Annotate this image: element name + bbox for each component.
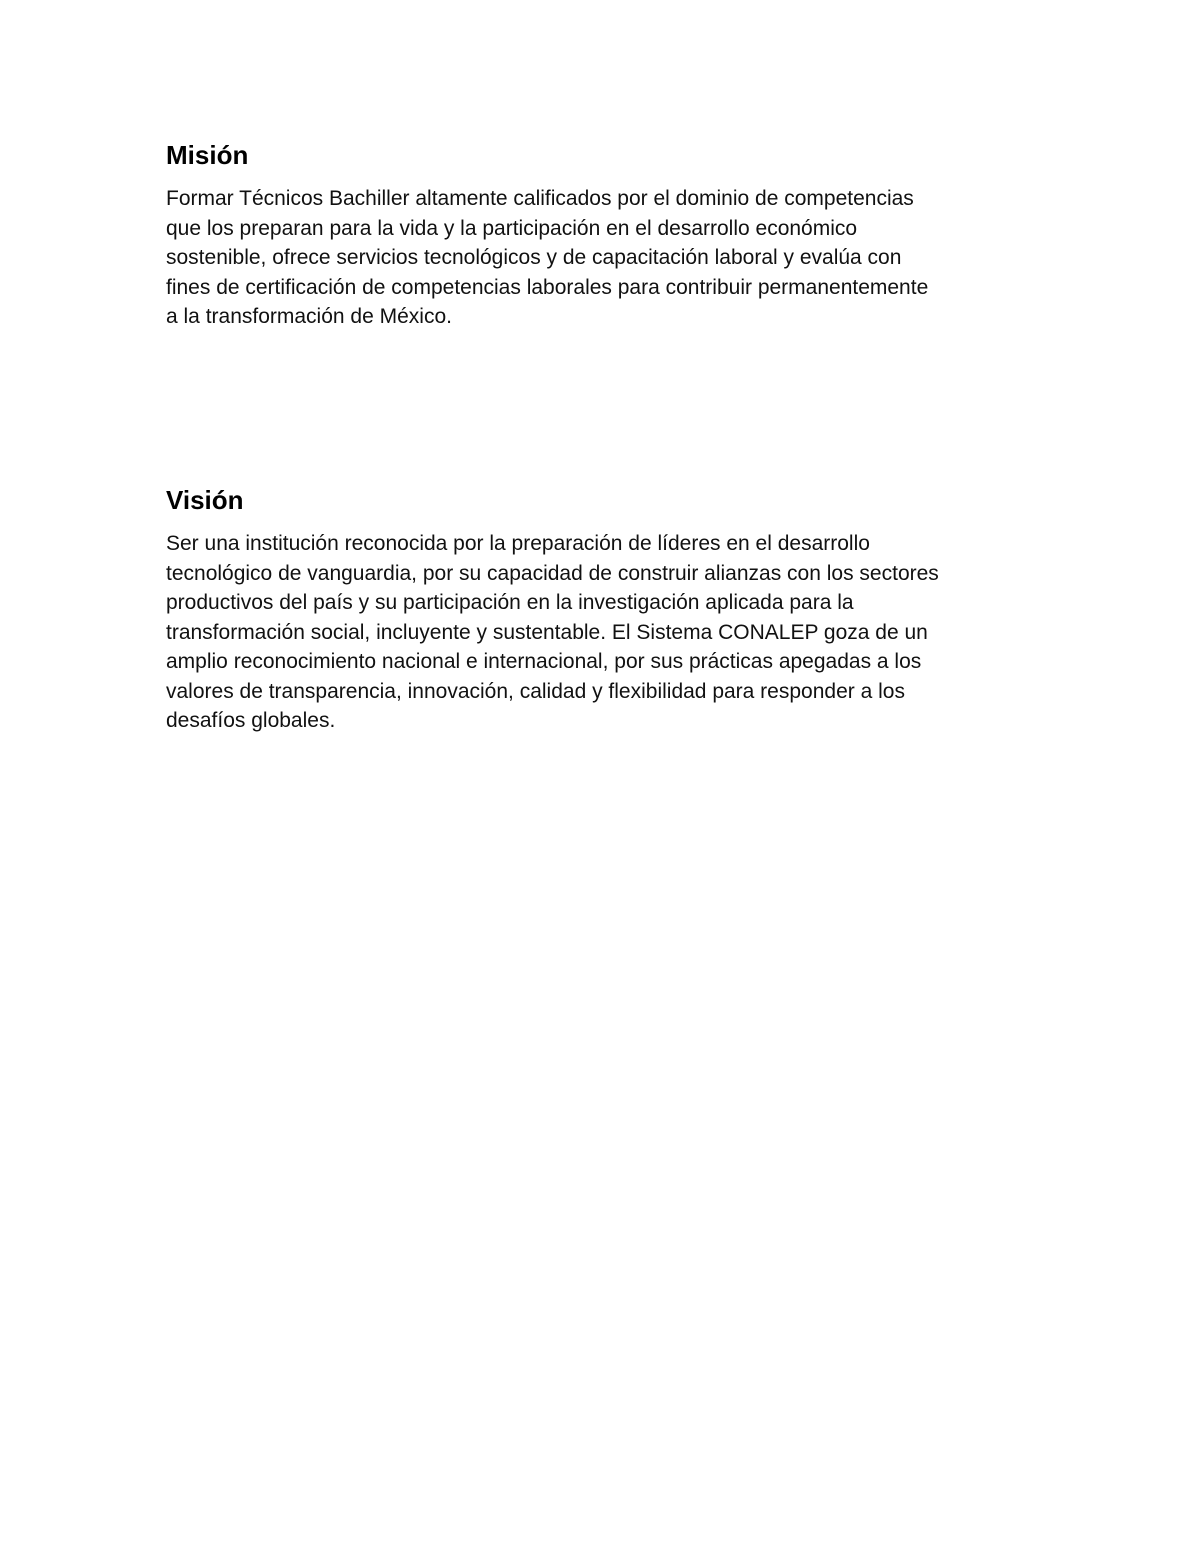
mision-line: que los preparan para la vida y la participación en el desarrollo económico: [166, 216, 858, 240]
vision-heading: Visión: [166, 485, 244, 515]
mision-paragraph: [166, 184, 1046, 332]
vision-paragraph: [166, 529, 1046, 736]
mision-heading: Misión: [166, 140, 249, 170]
vision-line: Ser una institución reconocida por la preparación de líderes en el desarrollo: [166, 532, 870, 555]
mision-line: Formar Técnicos Bachiller altamente calificados por el dominio de competencias: [166, 187, 914, 210]
vision-line: valores de transparencia, innovación, calidad y flexibilidad para responder a los: [166, 679, 905, 703]
mision-section: [166, 138, 1046, 332]
mision-line: sostenible, ofrece servicios tecnológicos y de capacitación laboral y evalúa con: [166, 246, 902, 269]
vision-line: productivos del país y su participación en la investigación aplicada para la: [166, 591, 854, 614]
vision-line: desafíos globales.: [166, 709, 336, 732]
mision-line: a la transformación de México.: [166, 305, 452, 328]
vision-line: amplio reconocimiento nacional e internacional, por sus prácticas apegadas a los: [166, 650, 922, 673]
vision-line: tecnológico de vanguardia, por su capacidad de construir alianzas con los sectores: [166, 561, 939, 585]
vision-line: transformación social, incluyente y sustentable. El Sistema CONALEP goza de un: [166, 620, 928, 644]
vision-section: [166, 483, 1046, 736]
mision-line: fines de certificación de competencias laborales para contribuir permanentemente: [166, 275, 929, 299]
